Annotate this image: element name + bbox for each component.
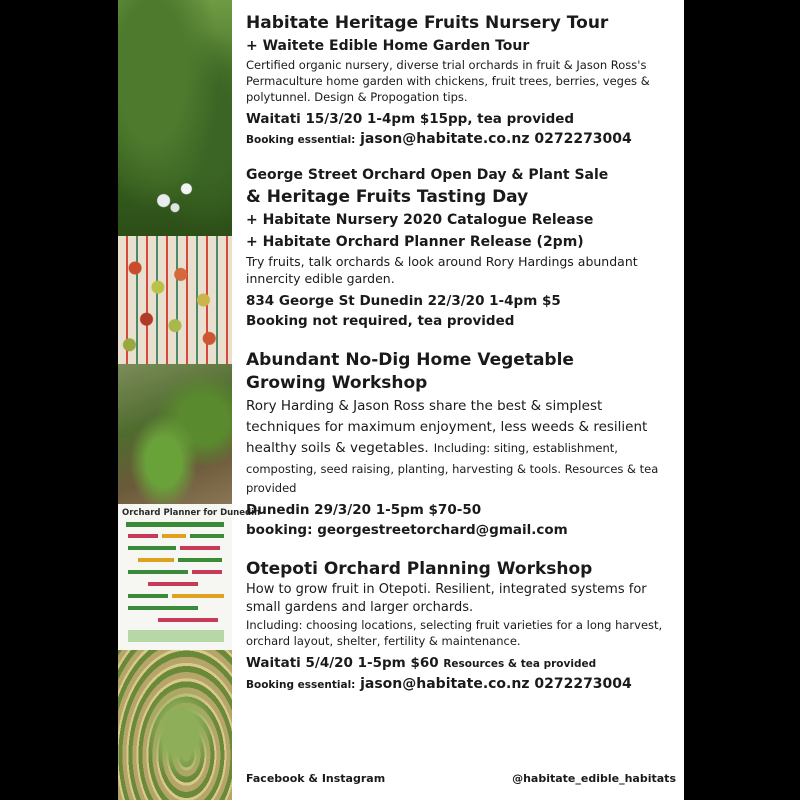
event-booking xyxy=(246,129,676,150)
booking-contact[interactable]: jason@habitate.co.nz 0272273004 xyxy=(360,676,632,692)
event-orchard-planning xyxy=(246,558,676,695)
social-label: Facebook & Instagram xyxy=(246,772,386,785)
event-open-day xyxy=(246,164,676,331)
event-title-line2: Growing Workshop xyxy=(246,373,428,393)
planner-bar xyxy=(128,570,188,574)
orchard-layout-photo xyxy=(118,650,232,800)
event-title-line2: & Heritage Fruits Tasting Day xyxy=(246,187,529,207)
social-handle[interactable]: @habitate_edible_habitats xyxy=(512,772,676,785)
heritage-apples-photo xyxy=(118,236,232,364)
planner-bar xyxy=(148,582,198,586)
nursery-garden-photo xyxy=(118,0,232,236)
planner-bar xyxy=(180,546,220,550)
event-title: Otepoti Orchard Planning Workshop xyxy=(246,559,593,579)
event-details: Dunedin 29/3/20 1-5pm $70-50 xyxy=(246,502,482,518)
event-subtitle: + Waitete Edible Home Garden Tour xyxy=(246,38,530,54)
planner-bar xyxy=(128,606,198,610)
planner-bar xyxy=(190,534,224,538)
event-description xyxy=(246,395,676,496)
spacer xyxy=(246,331,676,349)
planner-bar xyxy=(158,618,218,622)
event-booking xyxy=(246,674,676,695)
details-main: Waitati 5/4/20 1-5pm $60 xyxy=(246,655,439,671)
event-description: Try fruits, talk orchards & look around Rory Hardings abundant innercity edible garden. xyxy=(246,254,638,286)
booking-label: Booking essential: xyxy=(246,134,356,146)
event-poster xyxy=(118,0,684,800)
planner-bar xyxy=(128,546,176,550)
booking-label: Booking essential: xyxy=(246,679,356,691)
event-details: Waitati 15/3/20 1-4pm $15pp, tea provided xyxy=(246,111,575,127)
booking-contact[interactable]: jason@habitate.co.nz 0272273004 xyxy=(360,131,632,147)
planner-bar xyxy=(128,534,158,538)
event-description: Certified organic nursery, diverse trial orchards in fruit & Jason Ross's Permaculture home garden with chickens, fruit trees, berries, veges & polytunnel. Design & Propogation tips. xyxy=(246,58,650,104)
event-title: George Street Orchard Open Day & Plant Sale xyxy=(246,167,609,183)
spacer xyxy=(246,540,676,558)
event-nursery-tour xyxy=(246,12,676,150)
event-title: Abundant No-Dig Home Vegetable xyxy=(246,350,574,370)
planner-header-bar xyxy=(126,522,224,527)
description-lead: How to grow fruit in Otepoti. Resilient, integrated systems for small gardens and larger orchards. xyxy=(246,582,647,615)
planner-title: Orchard Planner for Dunedin xyxy=(122,508,261,518)
event-booking[interactable]: booking: georgestreetorchard@gmail.com xyxy=(246,522,568,538)
planner-bar xyxy=(162,534,186,538)
details-extra: Resources & tea provided xyxy=(443,658,597,670)
footer xyxy=(246,772,676,785)
event-title-line4: + Habitate Orchard Planner Release (2pm) xyxy=(246,234,584,250)
vegetable-garden-photo xyxy=(118,364,232,504)
planner-bar xyxy=(172,594,224,598)
event-booking: Booking not required, tea provided xyxy=(246,313,515,329)
event-title: Habitate Heritage Fruits Nursery Tour xyxy=(246,13,609,33)
photo-strip xyxy=(118,0,261,800)
planner-notes-block xyxy=(128,630,224,642)
event-details: 834 George St Dunedin 22/3/20 1-4pm $5 xyxy=(246,293,561,309)
description-lead: Rory Harding & Jason Ross share the best & simplest techniques for maximum enjoyment, less weeds & resilient healthy soils & vegetables. xyxy=(246,398,648,456)
planner-bar xyxy=(128,594,168,598)
planner-bar xyxy=(138,558,174,562)
planner-bar xyxy=(192,570,222,574)
planner-bar xyxy=(178,558,222,562)
spacer xyxy=(246,150,676,164)
orchard-planner-image xyxy=(118,504,261,650)
description-detail: Including: choosing locations, selecting fruit varieties for a long harvest, orchard layout, shelter, fertility & maintenance. xyxy=(246,618,663,648)
event-details xyxy=(246,653,676,674)
event-no-dig-workshop xyxy=(246,349,676,540)
events-content xyxy=(246,12,676,695)
event-title-line3: + Habitate Nursery 2020 Catalogue Release xyxy=(246,212,594,228)
description-detail: Including: siting, establishment, composting, seed raising, planting, harvesting & tools. Resources & tea provided xyxy=(246,441,659,495)
